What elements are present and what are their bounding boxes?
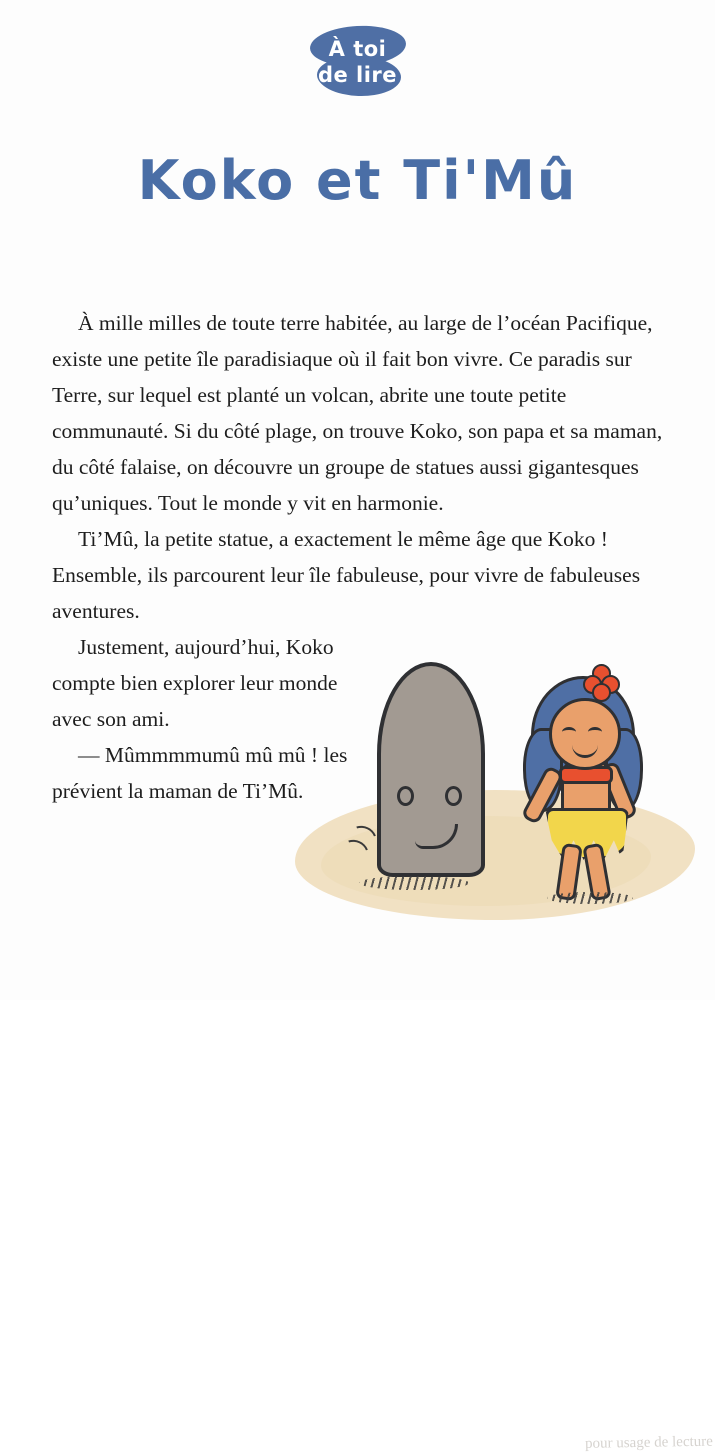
ti-mu-statue [377, 662, 485, 877]
koko-character [521, 658, 656, 888]
story-paragraph-1: À mille milles de toute terre habitée, au large de l’océan Pacifique, existe une petite île paradisiaque où il fait bon vivre. Ce paradis sur Terre, sur lequel est planté un volcan, abrite une toute petite communauté. Si du côté plage, on trouve Koko, son papa et sa maman, du côté falaise, on découvre un groupe de statues aussi gigantesques qu’uniques. Tout le monde y vit en harmonie. [52, 311, 663, 515]
koko-shadow [547, 892, 633, 904]
badge-line-1: À toi [328, 37, 387, 61]
statue-smile-icon [415, 824, 458, 849]
flower-icon [583, 664, 617, 696]
page-title: Koko et Ti'Mû [137, 149, 578, 212]
badge-line-2: de lire [317, 63, 398, 87]
story-paragraph-4: — Mûmmmmumû mû mû ! les prévient la maman de Ti’Mû. [52, 743, 348, 803]
illustration [285, 640, 714, 1452]
koko-eye-right-icon [588, 727, 602, 737]
statue-eye-left-icon [397, 786, 414, 806]
story-paragraph-2: Ti’Mû, la petite statue, a exactement le même âge que Koko ! Ensemble, ils parcourent leur île fabuleuse, pour vivre de fabuleuses aventures. [52, 527, 641, 623]
koko-smile-icon [572, 741, 598, 758]
story-paragraph-3: Justement, aujourd’hui, Koko compte bien explorer leur monde avec son ami. [52, 635, 338, 731]
statue-eye-right-icon [445, 786, 462, 806]
koko-eye-left-icon [562, 727, 576, 737]
statue-shadow [359, 876, 469, 890]
koko-face [549, 698, 621, 770]
watermark-text: pour usage de lecture [584, 1433, 714, 1452]
badge-container [0, 22, 715, 102]
a-toi-de-lire-badge [299, 22, 417, 102]
